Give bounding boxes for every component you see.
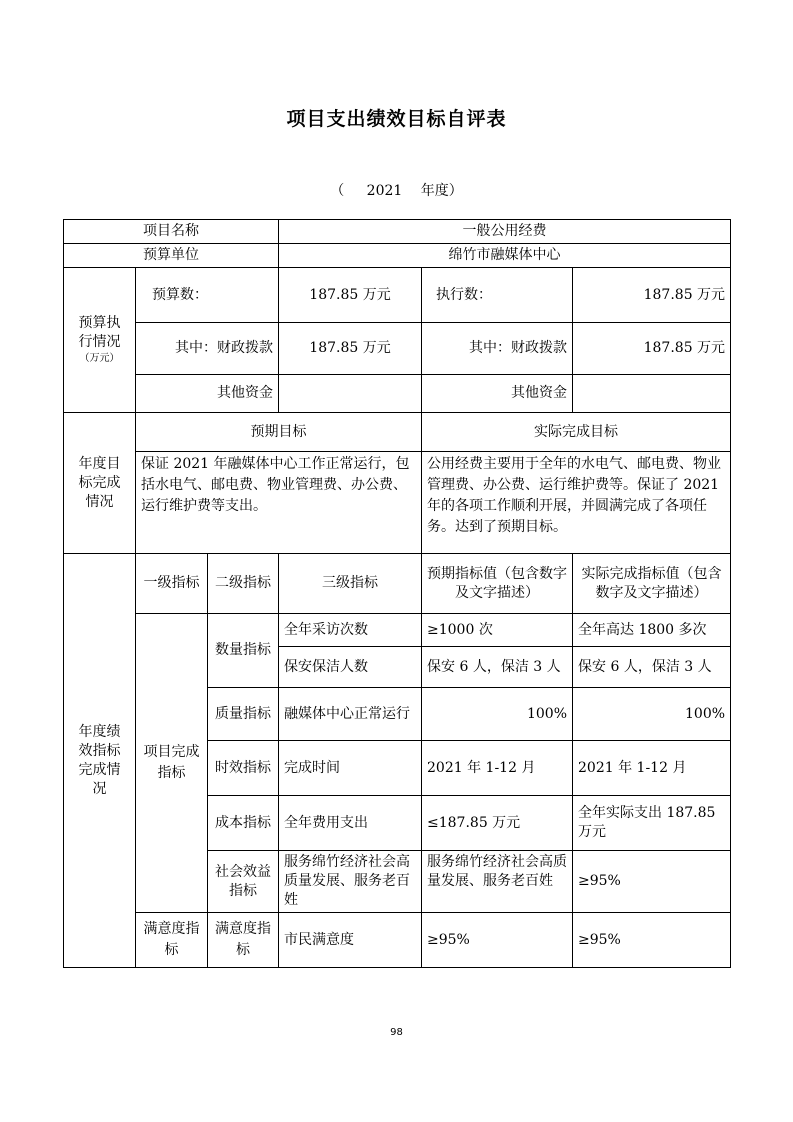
budget-side-unit: （万元） [79, 353, 120, 364]
l2-timeliness: 时效指标 [208, 741, 279, 796]
evaluation-table [63, 219, 731, 968]
actual-goal-header: 实际完成目标 [422, 413, 731, 452]
group-satisfaction: 满意度指标 [136, 913, 208, 968]
l3-cell: 服务绵竹经济社会高质量发展、服务老百姓 [279, 851, 422, 913]
actual-cell: 保安 6 人，保洁 3 人 [573, 647, 731, 688]
expected-cell: 保安 6 人，保洁 3 人 [422, 647, 573, 688]
expected-cell: 2021 年 1-12 月 [422, 741, 573, 796]
header-level1: 一级指标 [136, 554, 208, 614]
expected-cell: ≥95% [422, 913, 573, 968]
other-label: 其他资金 [136, 375, 279, 413]
project-name-label: 项目名称 [64, 220, 279, 244]
fiscal-exec: 187.85 万元 [573, 323, 731, 375]
year-line [0, 180, 793, 200]
project-name-value: 一般公用经费 [279, 220, 731, 244]
expected-goal-header: 预期目标 [136, 413, 422, 452]
budget-unit-label: 预算单位 [64, 244, 279, 268]
l3-cell: 市民满意度 [279, 913, 422, 968]
header-level3: 三级指标 [279, 554, 422, 614]
budget-unit-value: 绵竹市融媒体中心 [279, 244, 731, 268]
table-row [64, 913, 731, 968]
exec-value: 187.85 万元 [573, 268, 731, 323]
goals-header-row [64, 413, 731, 452]
l3-cell: 完成时间 [279, 741, 422, 796]
indicators-side-label: 年度绩效指标完成情况 [64, 554, 136, 968]
actual-cell: 2021 年 1-12 月 [573, 741, 731, 796]
l2-quantity: 数量指标 [208, 614, 279, 688]
table-row [64, 614, 731, 647]
budget-side-label [64, 268, 136, 413]
expected-cell: 100% [422, 688, 573, 741]
other-exec [573, 375, 731, 413]
budget-value: 187.85 万元 [279, 268, 422, 323]
actual-cell: 全年高达 1800 多次 [573, 614, 731, 647]
header-actual: 实际完成指标值（包含数字及文字描述） [573, 554, 731, 614]
l2-social: 社会效益指标 [208, 851, 279, 913]
page-number: 98 [390, 1027, 403, 1038]
expected-cell: ≤187.85 万元 [422, 796, 573, 851]
l2-cost: 成本指标 [208, 796, 279, 851]
goals-side-label: 年度目标完成情况 [64, 413, 136, 554]
fiscal-budget: 187.85 万元 [279, 323, 422, 375]
exec-label: 执行数： [422, 268, 573, 323]
expected-cell: 服务绵竹经济社会高质量发展、服务老百姓 [422, 851, 573, 913]
fiscal-label-2: 其中：财政拨款 [422, 323, 573, 375]
expected-cell: ≥1000 次 [422, 614, 573, 647]
expected-goal-text: 保证 2021 年融媒体中心工作正常运行，包括水电气、邮电费、物业管理费、办公费、运行维护费等支出。 [136, 452, 422, 554]
group-output: 项目完成指标 [136, 614, 208, 913]
budget-row [64, 268, 731, 323]
l2-quality: 质量指标 [208, 688, 279, 741]
actual-cell: 全年实际支出 187.85 万元 [573, 796, 731, 851]
page-title: 项目支出绩效目标自评表 [286, 108, 507, 130]
l3-cell: 保安保洁人数 [279, 647, 422, 688]
fiscal-row [64, 323, 731, 375]
budget-unit-row [64, 244, 731, 268]
header-level2: 二级指标 [208, 554, 279, 614]
other-budget [279, 375, 422, 413]
l3-cell: 全年费用支出 [279, 796, 422, 851]
fiscal-label: 其中：财政拨款 [136, 323, 279, 375]
year-close: 年度） [420, 183, 463, 199]
goals-content-row [64, 452, 731, 554]
year-open: （ [330, 183, 345, 199]
actual-cell: ≥95% [573, 913, 731, 968]
budget-side-text: 预算执行情况 [78, 315, 121, 350]
project-name-row [64, 220, 731, 244]
budget-label: 预算数： [136, 268, 279, 323]
actual-cell: 100% [573, 688, 731, 741]
indicator-header-row [64, 554, 731, 614]
l3-cell: 全年采访次数 [279, 614, 422, 647]
l3-cell: 融媒体中心正常运行 [279, 688, 422, 741]
other-label-2: 其他资金 [422, 375, 573, 413]
actual-goal-text: 公用经费主要用于全年的水电气、邮电费、物业管理费、办公费、运行维护费等。保证了 2021 年的各项工作顺利开展，并圆满完成了各项任务。达到了预期目标。 [422, 452, 731, 554]
year-value: 2021 [366, 183, 403, 199]
l2-satisfaction: 满意度指标 [208, 913, 279, 968]
other-funds-row [64, 375, 731, 413]
header-expected: 预期指标值（包含数字及文字描述） [422, 554, 573, 614]
actual-cell: ≥95% [573, 851, 731, 913]
